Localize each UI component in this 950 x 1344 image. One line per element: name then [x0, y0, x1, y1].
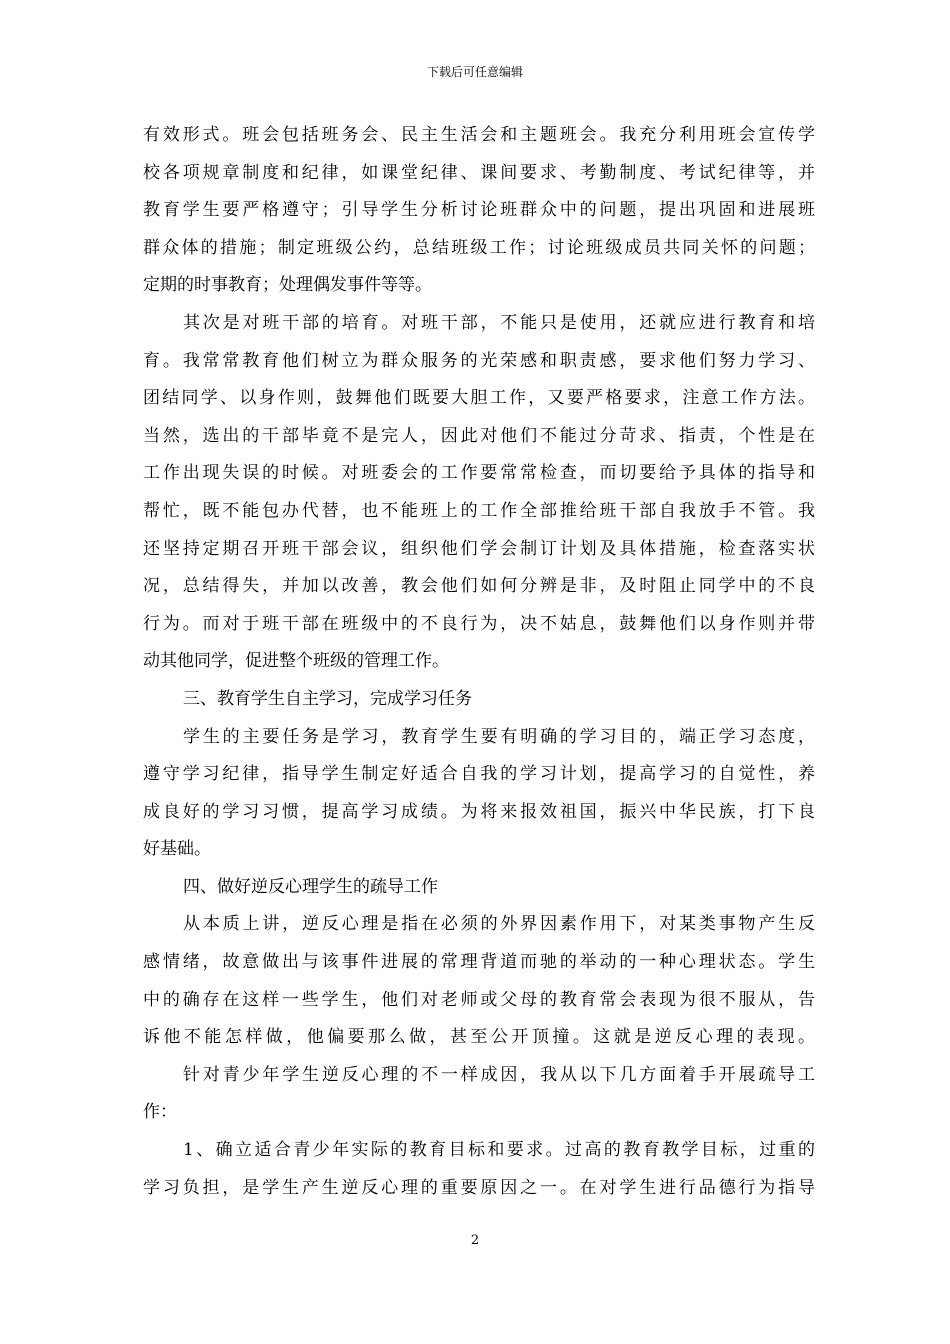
text-line: 当然，选出的干部毕竟不是完人，因此对他们不能过分苛求、指责，个性是在	[143, 425, 815, 446]
text-line: 成良好的学习习惯，提高学习成绩。为将来报效祖国，振兴中华民族，打下良	[143, 801, 815, 822]
text-line: 其次是对班干部的培育。对班干部，不能只是使用，还就应进行教育和培	[183, 312, 815, 333]
text-line: 学习负担，是学生产生逆反心理的重要原因之一。在对学生进行品德行为指导	[143, 1177, 815, 1198]
text-line: 工作出现失误的时候。对班委会的工作要常常检查，而切要给予具体的指导和	[143, 463, 815, 484]
text-line: 遵守学习纪律，指导学生制定好适合自我的学习计划，提高学习的自觉性，养	[143, 764, 815, 785]
text-line: 教育学生要严格遵守；引导学生分析讨论班群众中的问题，提出巩固和进展班	[143, 200, 815, 221]
text-line: 动其他同学，促进整个班级的管理工作。	[143, 651, 449, 672]
text-line: 育。我常常教育他们树立为群众服务的光荣感和职责感，要求他们努力学习、	[143, 350, 815, 371]
text-line: 况，总结得失，并加以改善，教会他们如何分辨是非，及时阻止同学中的不良	[143, 576, 815, 597]
text-line: 1、确立适合青少年实际的教育目标和要求。过高的教育教学目标，过重的	[183, 1140, 815, 1161]
text-line: 还坚持定期召开班干部会议，组织他们学会制订计划及具体措施，检查落实状	[143, 538, 815, 559]
page-header: 下载后可任意编辑	[426, 65, 523, 79]
text-line: 有效形式。班会包括班务会、民主生活会和主题班会。我充分利用班会宣传学	[143, 125, 815, 145]
text-line: 行为。而对于班干部在班级中的不良行为，决不姑息，鼓舞他们以身作则并带	[143, 613, 815, 634]
text-line: 针对青少年学生逆反心理的不一样成因，我从以下几方面着手开展疏导工	[183, 1064, 815, 1085]
text-line: 好基础。	[143, 839, 211, 860]
text-line: 诉他不能怎样做，他偏要那么做，甚至公开顶撞。这就是逆反心理的表现。	[143, 1027, 815, 1048]
text-line: 感情绪，故意做出与该事件进展的常理背道而驰的举动的一种心理状态。学生	[143, 952, 815, 973]
page-number: 2	[470, 1233, 480, 1248]
text-line: 定期的时事教育；处理偶发事件等等。	[143, 275, 432, 296]
text-line: 中的确存在这样一些学生，他们对老师或父母的教育常会表现为很不服从，告	[143, 989, 815, 1010]
text-line: 学生的主要任务是学习，教育学生要有明确的学习目的，端正学习态度，	[183, 726, 815, 747]
text-line: 群众体的措施；制定班级公约，总结班级工作；讨论班级成员共同关怀的问题；	[143, 237, 815, 258]
text-line: 校各项规章制度和纪律，如课堂纪律、课间要求、考勤制度、考试纪律等，并	[143, 162, 815, 183]
text-line: 从本质上讲，逆反心理是指在必须的外界因素作用下，对某类事物产生反	[183, 914, 815, 935]
text-line: 帮忙，既不能包办代替，也不能班上的工作全部推给班干部自我放手不管。我	[143, 500, 815, 521]
body-text	[143, 117, 815, 1207]
text-line: 四、做好逆反心理学生的疏导工作	[183, 876, 438, 897]
text-line: 三、教育学生自主学习，完成学习任务	[183, 688, 472, 709]
text-line: 团结同学、以身作则，鼓舞他们既要大胆工作，又要严格要求，注意工作方法。	[143, 388, 815, 409]
text-line: 作：	[143, 1102, 177, 1123]
